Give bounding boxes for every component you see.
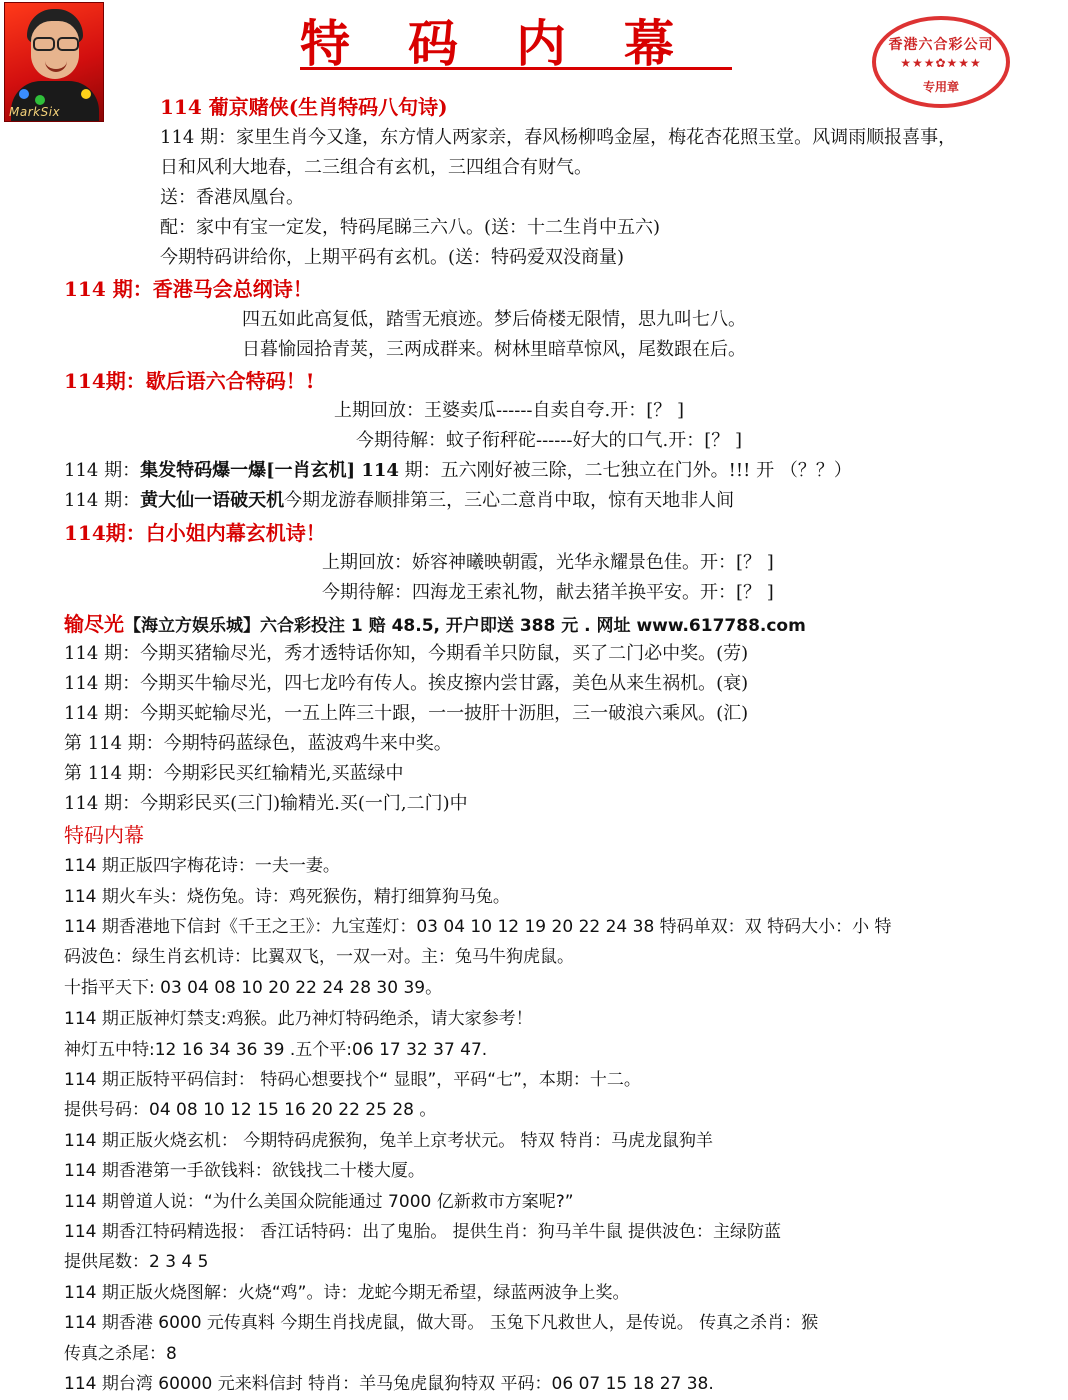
list-item: 神灯五中特:12 16 34 36 39 .五个平:06 17 32 37 47. — [64, 1040, 488, 1060]
photo-watermark: MarkSix — [9, 105, 61, 119]
poem-line: 四五如此高复低，踏雪无痕迹。梦后倚楼无限情，思九叫七八。 — [242, 309, 746, 330]
jifa-line: 114 期：集发特码爆一爆[一肖玄机] 114 期：五六刚好被三除，二七独立在门外。!!! 开 （？？） — [64, 460, 852, 481]
poem-line: 日暮愉园拾青荚，三两成群来。树林里暗草惊风，尾数跟在后。 — [242, 339, 746, 360]
list-item: 114 期台湾 60000 元来料信封 特肖：羊马兔虎鼠狗特双 平码：06 07 15 18 27 38. — [64, 1374, 714, 1394]
section-heading-pujing: 114 葡京赌侠(生肖特码八句诗) — [160, 95, 448, 119]
list-item: 传真之杀尾：8 — [64, 1344, 177, 1364]
list-item: 114 期香港地下信封《千王之王》：九宝莲灯：03 04 10 12 19 20 22 24 38 特码单双：双 特码大小：小 特 — [64, 917, 892, 937]
page-title: 特码内幕 — [300, 14, 732, 73]
section-heading-jockey-club: 114 期：香港马会总纲诗！ — [64, 277, 313, 301]
list-item: 第 114 期：今期特码蓝绿色，蓝波鸡牛来中奖。 — [64, 733, 452, 754]
seal-bottom-text: 专用章 — [922, 80, 959, 94]
author-photo — [4, 2, 104, 122]
poem-this-issue: 今期待解：四海龙王索礼物，献去猪羊换平安。开：[？ ] — [322, 582, 774, 603]
list-item: 114 期：今期买牛输尽光，四七龙吟有传人。挨皮擦内尝甘露，美色从来生祸机。(衰) — [64, 673, 749, 694]
list-item: 114 期正版神灯禁支:鸡猴。此乃神灯特码绝杀，请大家参考！ — [64, 1009, 533, 1029]
list-item: 第 114 期：今期彩民买红输精光,买蓝绿中 — [64, 763, 404, 784]
huangdaxian-line: 114 期：黄大仙一语破天机今期龙游春顺排第三，三心二意肖中取，惊有天地非人间 — [64, 490, 735, 511]
list-item: 114 期曾道人说：“为什么美国众院能通过 7000 亿新救市方案呢?” — [64, 1192, 574, 1212]
company-seal — [872, 16, 1010, 108]
list-item: 十指平天下: 03 04 08 10 20 22 24 28 30 39。 — [64, 978, 443, 998]
section-heading-xiehouyu: 114期：歇后语六合特码！! — [64, 369, 315, 393]
lottery-ball-blue — [19, 89, 29, 99]
riddle-last-issue: 上期回放：王婆卖瓜------自卖自夸.开：[？ ] — [334, 400, 684, 421]
advert-heading: 输尽光【海立方娱乐城】六合彩投注 1 赔 48.5, 开户即送 388 元 . 网址 www.617788.com — [64, 612, 806, 636]
section-heading-baixiaojie: 114期：白小姐内幕玄机诗！ — [64, 521, 326, 545]
section-heading-tema-neimu: 特码内幕 — [64, 823, 144, 847]
photo-glasses-right — [57, 37, 79, 51]
list-item: 114 期香港 6000 元传真料 今期生肖找虎鼠，做大哥。 玉兔下凡救世人，是传说。 传真之杀肖：猴 — [64, 1313, 819, 1333]
list-item: 提供尾数：2 3 4 5 — [64, 1252, 209, 1272]
list-item: 114 期正版火烧图解：火烧“鸡”。诗：龙蛇今期无希望，绿蓝两波争上奖。 — [64, 1283, 630, 1303]
seal-stars: ★★★✿★★★ — [900, 56, 982, 70]
poem-line: 日和风利大地春，二三组合有玄机，三四组合有财气。 — [160, 157, 592, 178]
list-item: 114 期正版火烧玄机： 今期特码虎猴狗，兔羊上京考状元。 特双 特肖：马虎龙鼠狗羊 — [64, 1131, 714, 1151]
list-item: 提供号码：04 08 10 12 15 16 20 22 25 28 。 — [64, 1100, 437, 1120]
poem-line: 送：香港凤凰台。 — [160, 187, 304, 208]
lottery-ball-green — [35, 95, 45, 105]
list-item: 114 期：今期彩民买(三门)输精光.买(一门,二门)中 — [64, 793, 468, 814]
list-item: 114 期火车头：烧伤兔。诗：鸡死猴伤，精打细算狗马兔。 — [64, 887, 510, 907]
poem-line: 今期特码讲给你，上期平码有玄机。(送：特码爱双没商量) — [160, 247, 625, 268]
list-item: 114 期正版四字梅花诗：一夫一妻。 — [64, 856, 340, 876]
list-item: 114 期香港第一手欲钱料：欲钱找二十楼大厦。 — [64, 1161, 425, 1181]
list-item: 114 期香江特码精选报： 香江话特码：出了鬼胎。 提供生肖：狗马羊牛鼠 提供波色：主绿防蓝 — [64, 1222, 782, 1242]
lottery-ball-yellow — [81, 89, 91, 99]
seal-top-text: 香港六合彩公司 — [888, 37, 994, 53]
photo-glasses-left — [33, 37, 55, 51]
list-item: 114 期：今期买蛇输尽光，一五上阵三十跟，一一披肝十沥胆，三一破浪六乘风。(汇) — [64, 703, 749, 724]
poem-line: 配：家中有宝一定发，特码尾睇三六八。(送：十二生肖中五六) — [160, 217, 661, 238]
list-item: 114 期：今期买猪输尽光，秀才透特话你知，今期看羊只防鼠，买了二门必中奖。(劳) — [64, 643, 749, 664]
poem-line: 114 期：家里生肖今又逢，东方情人两家亲，春风杨柳鸣金屋，梅花杏花照玉堂。风调雨顺报喜事， — [160, 127, 957, 148]
riddle-this-issue: 今期待解：蚊子衔秤砣------好大的口气.开：[？ ] — [356, 430, 742, 451]
list-item: 码波色：绿生肖玄机诗：比翼双飞，一双一对。主：兔马牛狗虎鼠。 — [64, 947, 574, 967]
poem-last-issue: 上期回放：娇容神曦映朝霞，光华永耀景色佳。开：[？ ] — [322, 552, 774, 573]
list-item: 114 期正版特平码信封： 特码心想要找个“ 显眼”，平码“七”，本期：十二。 — [64, 1070, 641, 1090]
